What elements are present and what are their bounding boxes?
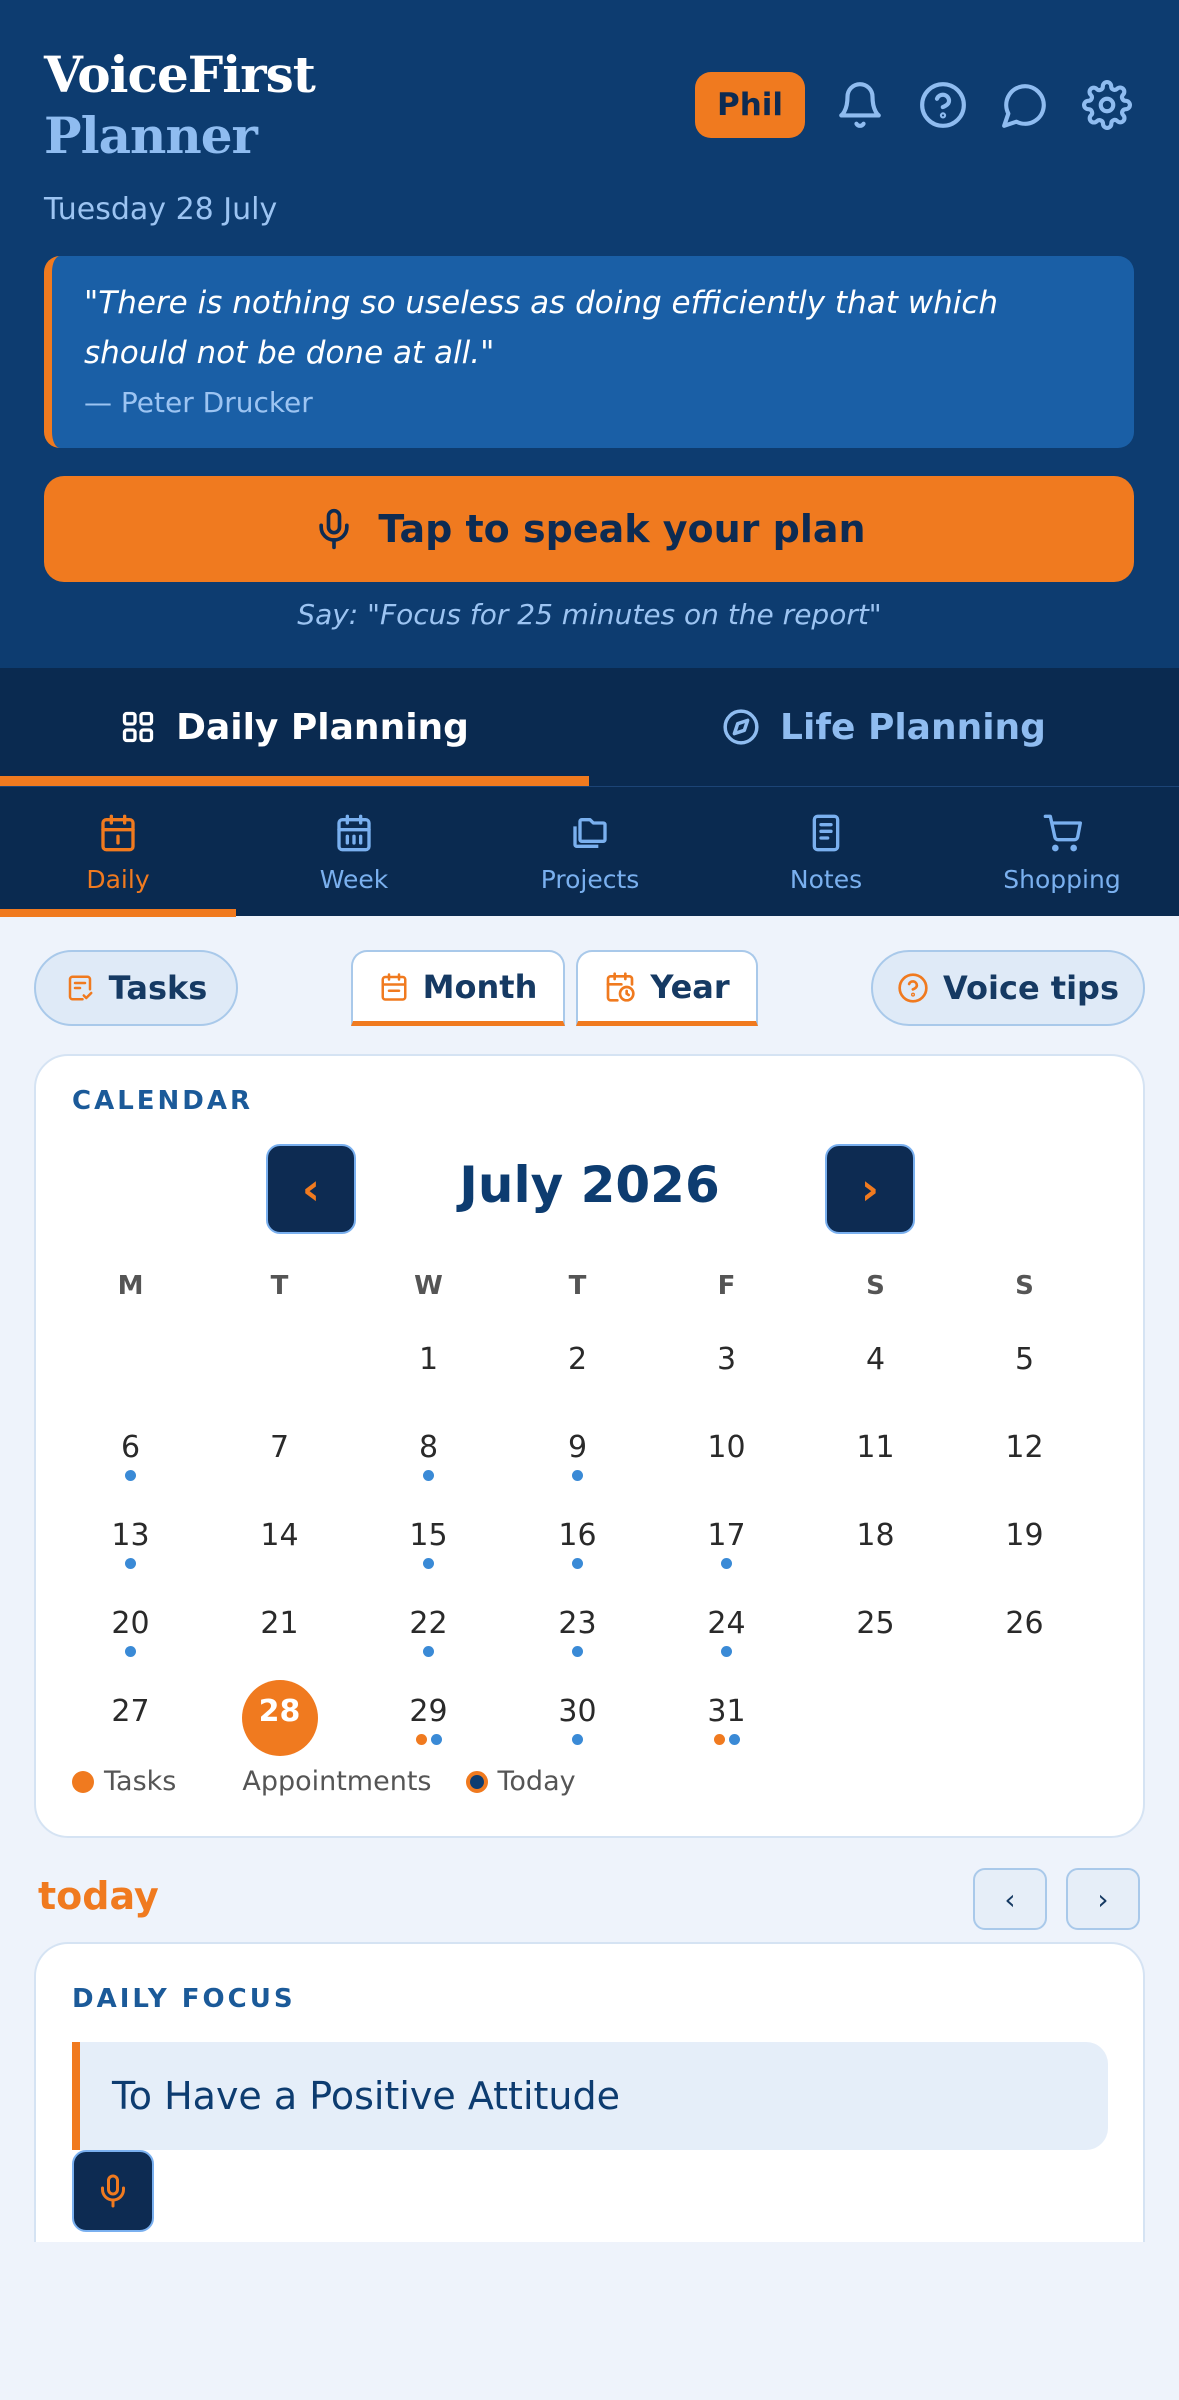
appointment-dot <box>729 1734 740 1745</box>
legend-tasks: Tasks <box>104 1766 177 1797</box>
day-number: 5 <box>1014 1342 1035 1377</box>
day-number: 27 <box>111 1694 150 1729</box>
chat-icon[interactable] <box>1000 80 1050 130</box>
calendar-day[interactable] <box>205 1504 354 1592</box>
calendar-day[interactable] <box>652 1328 801 1416</box>
main-tabs <box>0 668 1179 786</box>
app-name-line1: VoiceFirst <box>44 45 315 104</box>
appointment-dot <box>721 1558 732 1569</box>
appointment-dot <box>423 1558 434 1569</box>
calendar-icon <box>379 972 409 1002</box>
quote-text: "There is nothing so useless as doing efficiently that which should not be done at all." <box>84 285 999 371</box>
calendar-day[interactable] <box>950 1592 1099 1680</box>
calendar-day[interactable] <box>950 1328 1099 1416</box>
app-logo <box>44 44 315 166</box>
nav-notes-label: Notes <box>789 865 863 894</box>
day-number: 18 <box>856 1518 895 1553</box>
calendar-day[interactable] <box>205 1592 354 1680</box>
calendar-day[interactable] <box>503 1680 652 1768</box>
microphone-icon <box>95 2171 131 2211</box>
day-number: 14 <box>260 1518 299 1553</box>
calendar-day[interactable] <box>354 1416 503 1504</box>
month-title: July 2026 <box>459 1156 720 1214</box>
help-icon[interactable] <box>918 80 968 130</box>
calendar-day[interactable] <box>801 1416 950 1504</box>
day-number: 25 <box>856 1606 895 1641</box>
tasks-chip[interactable] <box>34 950 238 1026</box>
appointment-dot <box>572 1646 583 1657</box>
prev-month-button[interactable]: ‹ <box>266 1144 356 1234</box>
active-tab-indicator <box>0 776 589 786</box>
legend-appointments: Appointments <box>242 1766 432 1797</box>
cart-icon <box>1042 813 1082 853</box>
calendar-day[interactable] <box>56 1680 205 1768</box>
day-number: 11 <box>856 1430 895 1465</box>
calendar-day[interactable] <box>354 1504 503 1592</box>
nav-week-label: Week <box>319 865 389 894</box>
calendar-card <box>34 1054 1145 1838</box>
day-number: 8 <box>418 1430 439 1465</box>
calendar-day[interactable] <box>801 1592 950 1680</box>
calendar-day[interactable] <box>652 1592 801 1680</box>
day-number: 12 <box>1005 1430 1044 1465</box>
nav-projects-label: Projects <box>540 865 640 894</box>
day-number: 15 <box>409 1518 448 1553</box>
nav-week[interactable] <box>236 787 472 917</box>
weekday-header: W <box>414 1271 443 1301</box>
grid-icon <box>120 709 156 745</box>
help-circle-icon <box>897 972 929 1004</box>
quote-card <box>44 256 1134 448</box>
month-view-tab[interactable] <box>351 950 565 1026</box>
task-dot <box>714 1734 725 1745</box>
day-number: 26 <box>1005 1606 1044 1641</box>
day-number: 16 <box>558 1518 597 1553</box>
appointment-dot <box>721 1646 732 1657</box>
section-nav <box>0 786 1179 916</box>
quote-author: — Peter Drucker <box>84 386 313 419</box>
app-header <box>0 0 1179 668</box>
app-name-line2: Planner <box>44 106 257 165</box>
notes-icon <box>806 813 846 853</box>
daily-focus-text[interactable]: To Have a Positive Attitude <box>72 2042 1108 2150</box>
appointment-dot <box>572 1470 583 1481</box>
calendar-day[interactable] <box>205 1416 354 1504</box>
day-number: 13 <box>111 1518 150 1553</box>
weekday-header: F <box>717 1271 736 1301</box>
calendar-day[interactable] <box>801 1504 950 1592</box>
tab-life-planning-label: Life Planning <box>780 706 1046 748</box>
day-number: 30 <box>558 1694 597 1729</box>
next-month-button[interactable]: › <box>825 1144 915 1234</box>
tab-life-planning[interactable] <box>589 668 1179 786</box>
day-number: 1 <box>418 1342 439 1377</box>
calendar-legend <box>72 1766 576 1797</box>
appointment-dot <box>125 1558 136 1569</box>
day-number: 4 <box>865 1342 886 1377</box>
calendar-day[interactable] <box>652 1504 801 1592</box>
year-view-label: Year <box>650 967 730 1006</box>
calendar-day[interactable] <box>950 1416 1099 1504</box>
appointment-dot <box>572 1558 583 1569</box>
legend-today: Today <box>497 1766 576 1797</box>
calendar-day[interactable] <box>503 1504 652 1592</box>
day-number: 21 <box>260 1606 299 1641</box>
calendar-day[interactable] <box>354 1328 503 1416</box>
task-dot <box>416 1734 427 1745</box>
calendar-day[interactable] <box>354 1680 503 1768</box>
appointment-dot <box>423 1470 434 1481</box>
appointment-dot <box>423 1646 434 1657</box>
day-number: 7 <box>269 1430 290 1465</box>
gear-icon[interactable] <box>1082 80 1132 130</box>
calendar-day[interactable] <box>503 1592 652 1680</box>
month-view-label: Month <box>422 967 538 1006</box>
nav-notes[interactable] <box>708 787 944 917</box>
calendar-day[interactable] <box>652 1680 801 1768</box>
appointment-dot <box>572 1734 583 1745</box>
day-number: 10 <box>707 1430 746 1465</box>
microphone-icon <box>312 504 356 554</box>
tab-daily-planning-label: Daily Planning <box>176 706 469 748</box>
tasks-chip-label: Tasks <box>108 969 208 1007</box>
tab-daily-planning[interactable] <box>0 668 589 786</box>
nav-daily[interactable] <box>0 787 236 917</box>
prev-day-button[interactable]: ‹ <box>973 1868 1047 1930</box>
voice-tips-label: Voice tips <box>943 969 1119 1007</box>
year-view-tab[interactable] <box>576 950 758 1026</box>
appointment-dot <box>125 1470 136 1481</box>
calendar-week-icon <box>334 813 374 853</box>
day-number: 31 <box>707 1694 746 1729</box>
daily-focus-label: DAILY FOCUS <box>72 1984 296 2014</box>
daily-focus-card <box>34 1942 1145 2242</box>
calendar-day[interactable] <box>56 1504 205 1592</box>
calendar-day[interactable] <box>503 1328 652 1416</box>
day-number: 19 <box>1005 1518 1044 1553</box>
calendar-day[interactable] <box>56 1592 205 1680</box>
day-number: 23 <box>558 1606 597 1641</box>
calendar-day[interactable] <box>56 1416 205 1504</box>
calendar-day-icon <box>98 813 138 853</box>
nav-daily-label: Daily <box>86 865 150 894</box>
next-day-button[interactable]: › <box>1066 1868 1140 1930</box>
weekday-header: T <box>270 1271 289 1301</box>
nav-shopping-label: Shopping <box>1003 865 1121 894</box>
legend-today-dot <box>466 1771 488 1793</box>
task-list-icon <box>65 972 95 1004</box>
appointment-dot <box>431 1734 442 1745</box>
today-heading: today <box>38 1874 159 1918</box>
speak-plan-button[interactable] <box>44 476 1134 582</box>
day-number: 29 <box>409 1694 448 1729</box>
nav-shopping[interactable] <box>944 787 1179 917</box>
active-nav-indicator <box>0 909 236 917</box>
day-number: 24 <box>707 1606 746 1641</box>
day-number: 9 <box>567 1430 588 1465</box>
folders-icon <box>570 813 610 853</box>
compass-icon <box>722 708 760 746</box>
legend-task-dot <box>72 1771 94 1793</box>
calendar-label: CALENDAR <box>72 1086 254 1116</box>
weekday-header: S <box>1015 1271 1034 1301</box>
day-number: 17 <box>707 1518 746 1553</box>
current-date: Tuesday 28 July <box>44 192 278 227</box>
calendar-day-today[interactable] <box>205 1680 354 1768</box>
calendar-day[interactable] <box>801 1328 950 1416</box>
weekday-header: T <box>568 1271 587 1301</box>
appointment-dot <box>125 1646 136 1657</box>
day-number: 6 <box>120 1430 141 1465</box>
bell-icon[interactable] <box>835 80 885 130</box>
speak-plan-label: Tap to speak your plan <box>378 507 866 551</box>
voice-tips-chip[interactable] <box>871 950 1145 1026</box>
calendar-day[interactable] <box>503 1416 652 1504</box>
day-number: 28 <box>258 1694 301 1729</box>
calendar-day[interactable] <box>950 1504 1099 1592</box>
voice-hint: Say: "Focus for 25 minutes on the report" <box>297 598 882 631</box>
focus-voice-button[interactable] <box>72 2150 154 2232</box>
weekday-header: S <box>866 1271 885 1301</box>
day-number: 2 <box>567 1342 588 1377</box>
nav-projects[interactable] <box>472 787 708 917</box>
calendar-clock-icon <box>604 971 636 1003</box>
weekday-header: M <box>117 1271 144 1301</box>
calendar-day[interactable] <box>354 1592 503 1680</box>
day-number: 20 <box>111 1606 150 1641</box>
user-button[interactable]: Phil <box>695 72 805 138</box>
calendar-day[interactable] <box>652 1416 801 1504</box>
day-number: 3 <box>716 1342 737 1377</box>
day-number: 22 <box>409 1606 448 1641</box>
